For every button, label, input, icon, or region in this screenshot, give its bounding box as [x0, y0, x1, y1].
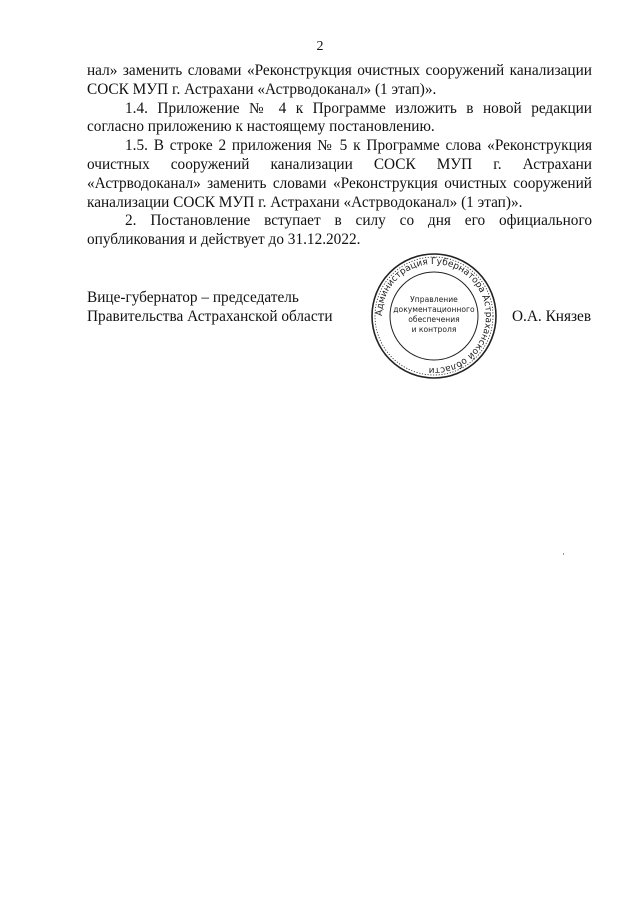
official-seal: [370, 252, 498, 380]
paragraph-1-4: 1.4. Приложение № 4 к Программе изложить в новой редакции согласно приложению к настоящему постановлению.: [87, 99, 592, 136]
page-number: 2: [316, 39, 324, 54]
seal-inner-line-3: обеспечения: [408, 315, 460, 324]
scan-speck: [563, 553, 564, 555]
seal-outer-text: Администрация Губернатора Астраханской области: [374, 256, 494, 376]
paragraph-2: 2. Постановление вступает в силу со дня его официального опубликования и действует до 31.12.2022.: [87, 212, 592, 249]
document-body: [87, 62, 592, 250]
signer-position-line-1: Вице-губернатор – председатель: [87, 289, 299, 306]
paragraph-1-line-1: нал» заменить словами «Реконструкция очистных сооружений канализации: [87, 62, 592, 79]
paragraph-1-5: 1.5. В строке 2 приложения № 5 к Программе слова «Реконструкция очистных сооружений канализации СОСК МУП г. Астрахани «Астрводоканал» заменить словами «Реконструкция очистных сооружений канализации СОСК МУП г. Астрахани «Астрводоканал» (1 этап)».: [87, 137, 592, 211]
signer-position-line-2: Правительства Астраханской области: [87, 307, 333, 325]
seal-graphic: [370, 252, 498, 380]
seal-inner-line-4: и контроля: [411, 325, 457, 334]
signer-position: [87, 289, 333, 327]
seal-inner-line-1: Управление: [410, 295, 458, 304]
signer-name: О.А. Князев: [512, 308, 592, 325]
paragraph-1-line-2: СОСК МУП г. Астрахани «Астрводоканал» (1 этап)».: [87, 80, 437, 98]
seal-inner-line-2: документационного: [393, 305, 475, 314]
